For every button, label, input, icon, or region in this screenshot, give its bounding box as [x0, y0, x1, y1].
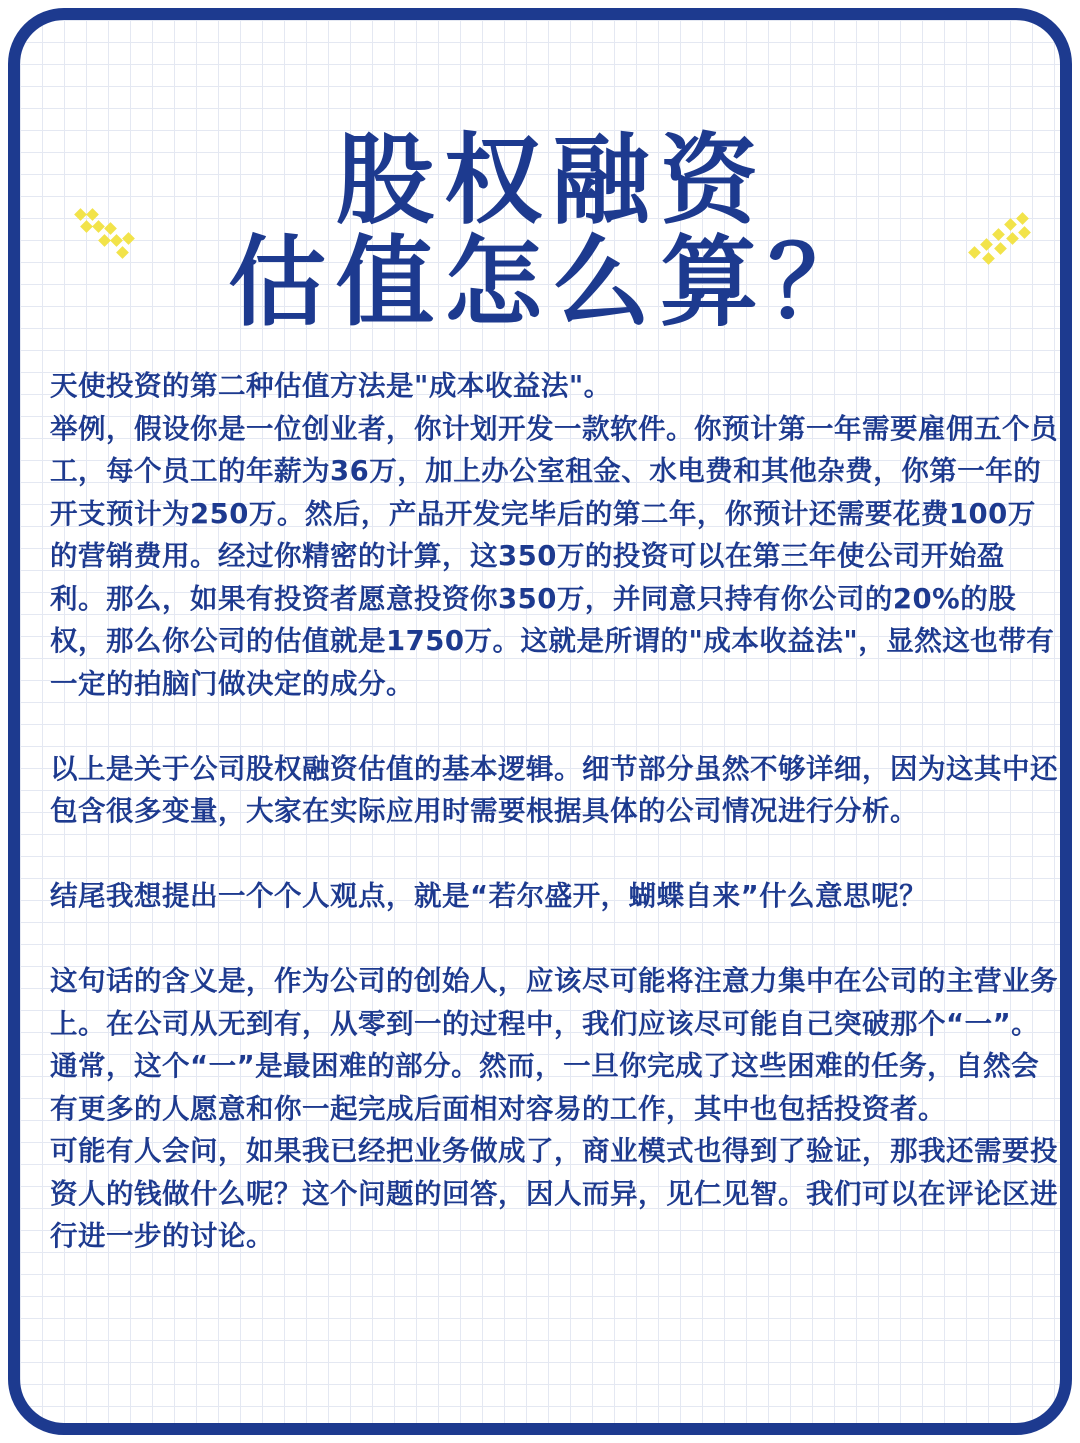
- sparkle-right-icon: [956, 208, 1046, 268]
- paragraph-example: 举例，假设你是一位创业者，你计划开发一款软件。你预计第一年需要雇佣五个员工，每个员工的年薪为36万，加上办公室租金、水电费和其他杂费，你第一年的开支预计为250万。然后，产品开发完毕后的第二年，你预计还需要花费100万的营销费用。经过你精密的计算，这350万的投资可以在第三年使公司开始盈利。那么，如果有投资者愿意投资你350万，并同意只持有你公司的20%的股权，那么你公司的估值就是1750万。这就是所谓的"成本收益法"，显然这也带有一定的拍脑门做决定的成分。: [50, 412, 1058, 700]
- paragraph-gap: [50, 918, 1060, 961]
- title-line-1: 股权融资: [335, 124, 768, 238]
- paragraph-gap: [50, 705, 1060, 748]
- rounded-frame: [8, 8, 1072, 1435]
- title-line-2: 估值怎么算？: [227, 226, 876, 340]
- article-body: [50, 365, 1060, 1258]
- paragraph-summary: 以上是关于公司股权融资估值的基本逻辑。细节部分虽然不够详细，因为这其中还包含很多变量，大家在实际应用时需要根据具体的公司情况进行分析。: [50, 752, 1058, 827]
- paragraph-intro: 天使投资的第二种估值方法是"成本收益法"。: [50, 370, 612, 402]
- sparkle-left-icon: [66, 204, 156, 264]
- paragraph-gap: [50, 833, 1060, 876]
- paragraph-explanation: 这句话的含义是，作为公司的创始人，应该尽可能将注意力集中在公司的主营业务上。在公司从无到有，从零到一的过程中，我们应该尽可能自己突破那个“一”。通常，这个“一”是最困难的部分。然而，一旦你完成了这些困难的任务，自然会有更多的人愿意和你一起完成后面相对容易的工作，其中也包括投资者。: [50, 965, 1058, 1125]
- paragraph-opinion: 结尾我想提出一个个人观点，就是“若尔盛开，蝴蝶自来”什么意思呢？: [50, 880, 928, 912]
- paragraph-closing: 可能有人会问，如果我已经把业务做成了，商业模式也得到了验证，那我还需要投资人的钱做什么呢？这个问题的回答，因人而异，见仁见智。我们可以在评论区进行进一步的讨论。: [50, 1135, 1058, 1252]
